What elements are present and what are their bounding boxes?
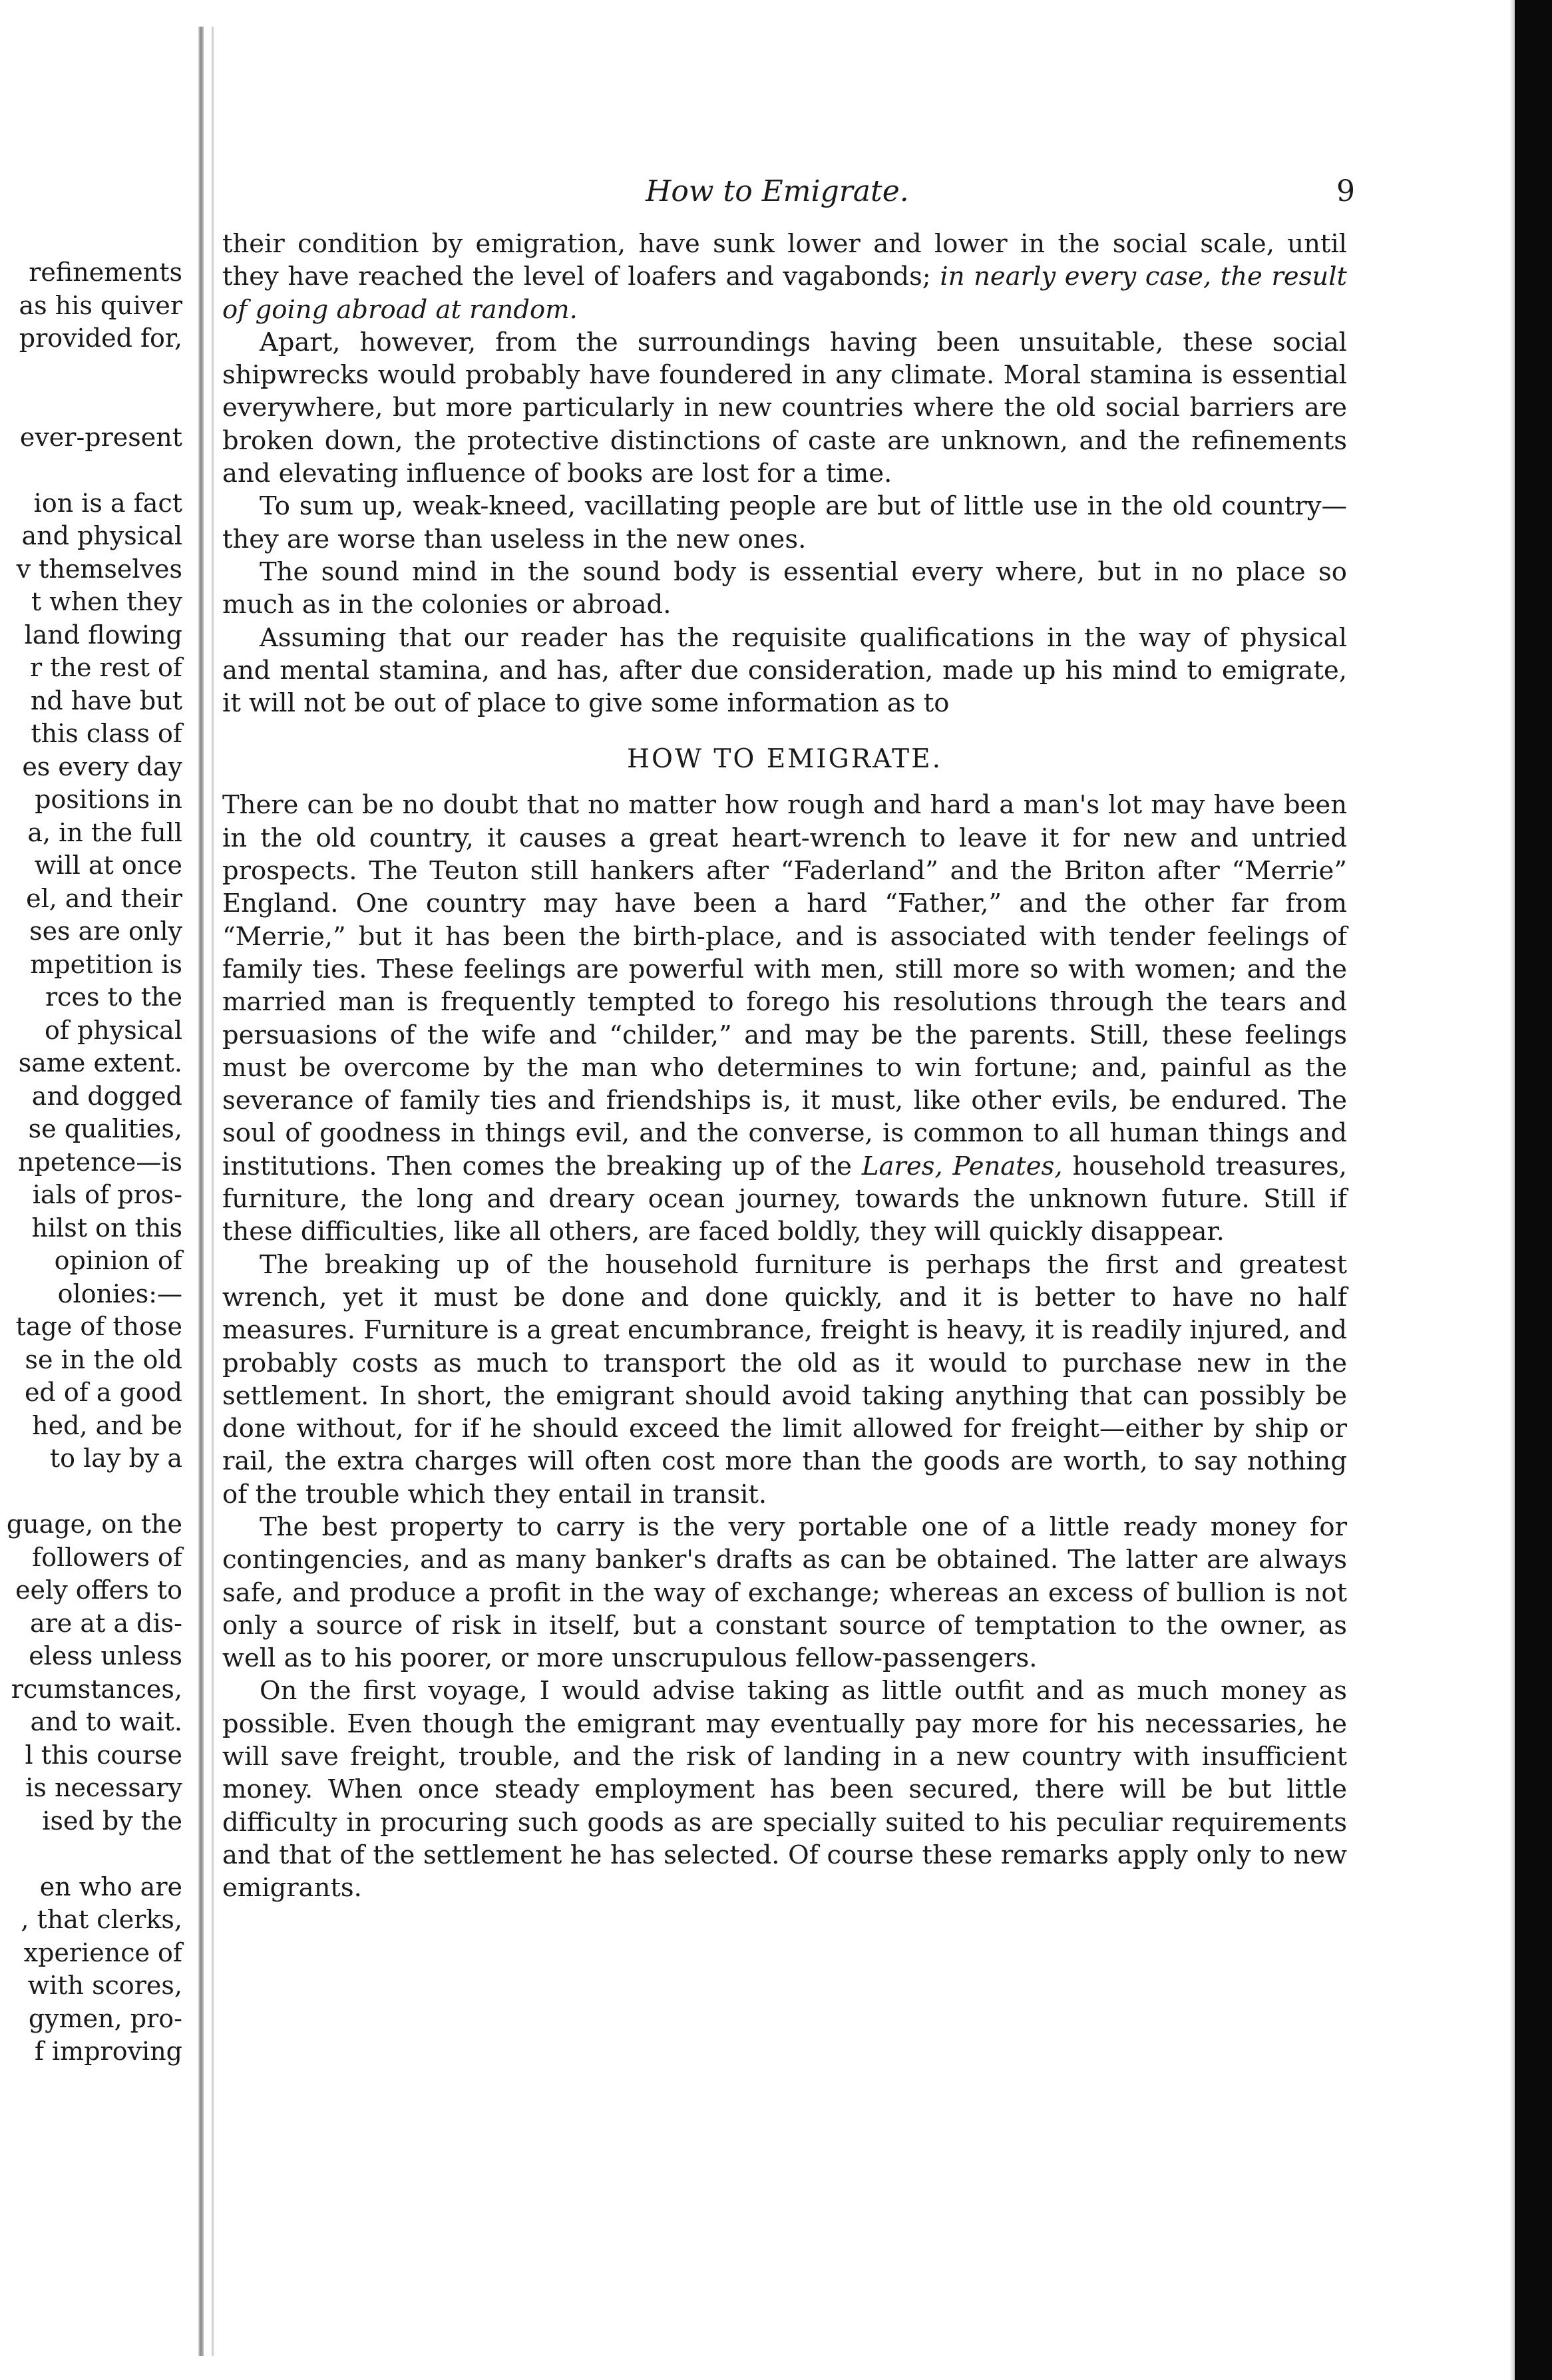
facing-page-line: tage of those xyxy=(15,1312,182,1341)
facing-page-line: ised by the xyxy=(42,1806,182,1836)
paragraph: Apart, however, from the surroundings having been unsuitable, these social shipwrecks would probably have foundered in any climate. Moral stamina is essential everywhere, but more particularly in new countries where the old social barriers are broken down, the protective distinctions of caste are unknown, and the refinements and elevating influence of books are lost for a time. xyxy=(222,327,1347,489)
facing-page-line: ials of pros- xyxy=(32,1180,182,1209)
italic-phrase: Lares, Penates, xyxy=(861,1151,1063,1181)
facing-page-line: ses are only xyxy=(29,916,182,946)
facing-page-line: hilst on this xyxy=(31,1213,182,1243)
facing-page-line: el, and their xyxy=(26,883,182,913)
facing-page-line: rces to the xyxy=(45,982,182,1012)
page-edge-shadow xyxy=(1509,0,1515,2380)
facing-page-line: is necessary xyxy=(25,1773,182,1802)
paragraph xyxy=(222,789,1347,1248)
facing-page-line xyxy=(7,1476,182,1509)
facing-page-line: f improving xyxy=(34,2037,182,2066)
facing-page-line: and to wait. xyxy=(30,1707,182,1736)
facing-page-line: t when they xyxy=(31,587,182,616)
facing-page-line: gymen, pro- xyxy=(28,2003,182,2033)
page-number: 9 xyxy=(1336,174,1355,208)
facing-page-line xyxy=(7,454,182,487)
facing-page-line: ever-present xyxy=(19,422,182,452)
facing-page-line: provided for, xyxy=(19,323,182,353)
paragraph-text: household treasures, furniture, the long and dreary ocean journey, towards the unknown future. Still if these difficulties, like all others, are faced boldly, they will quickly disappear. xyxy=(222,1151,1347,1247)
facing-page-line: opinion of xyxy=(54,1246,182,1275)
facing-page-line: nd have but xyxy=(30,686,182,715)
facing-page-line: xperience of xyxy=(23,1937,182,1967)
running-title: How to Emigrate. xyxy=(646,174,909,208)
facing-page-line: a, in the full xyxy=(27,817,182,847)
scan-border xyxy=(1515,0,1552,2380)
facing-page-line: mpetition is xyxy=(30,949,182,979)
facing-page-line: to lay by a xyxy=(49,1444,182,1473)
body-text xyxy=(222,228,1347,1905)
facing-page-line: v themselves xyxy=(16,554,182,584)
facing-page-line: npetence—is xyxy=(18,1147,182,1177)
paragraph: The breaking up of the household furniture is perhaps the first and greatest wrench, yet it must be done and done quickly, and it is better to have no half measures. Furniture is a great encumbrance, freight is heavy, it is readily injured, and probably costs as much to transport the old as it would to purchase new in the settlement. In short, the emigrant should avoid taking anything that can possibly be done without, for if he should exceed the limit allowed for freight—either by ship or rail, the extra charges will often cost more than the goods are worth, to say nothing of the trouble which they entail in transit. xyxy=(222,1249,1347,1509)
facing-page-line: l this course xyxy=(25,1740,182,1770)
facing-page-line: eless unless xyxy=(29,1641,182,1671)
paragraph: Assuming that our reader has the requisite qualifications in the way of physical and mental stamina, and has, after due consideration, made up his mind to emigrate, it will not be out of place to give some information as to xyxy=(222,622,1347,719)
facing-page-line: land flowing xyxy=(24,620,182,650)
paragraph-text: their condition by emigration, have sunk lower and lower in the social scale, until they have reached the level of loafers and vagabonds; xyxy=(222,229,1347,292)
facing-page-line: refinements xyxy=(29,258,182,287)
facing-page-line xyxy=(7,355,182,389)
facing-page-line: en who are xyxy=(39,1872,182,1901)
facing-page-line: and dogged xyxy=(31,1081,182,1111)
facing-page-line: will at once xyxy=(34,851,182,880)
facing-page-line xyxy=(7,388,182,421)
paragraph-text: There can be no doubt that no matter how rough and hard a man's lot may have been in the old country, it causes a great heart-wrench to leave it for new and untried prospects. The Teuton still hankers after “Faderland” and the Briton after “Merrie” England. One country may have been a hard “Father,” and the other far from “Merrie,” but it has been the birth-place, and is associated with tender feelings of family ties. These feelings are powerful with men, still more so with women; and the married man is frequently tempted to forego his resolutions through the tears and persuasions of the wife and “childer,” and may be the parents. Still, these feelings must be overcome by the man who determines to win fortune; and, painful as the severance of family ties and friendships is, it must, like other evils, be endured. The soul of goodness in things evil, and the converse, is common to all human things and institutions. Then comes the breaking up of the xyxy=(222,790,1347,1181)
facing-page-line: followers of xyxy=(32,1542,182,1572)
facing-page-line: are at a dis- xyxy=(30,1608,182,1638)
gutter-shadow xyxy=(198,27,204,2356)
paragraph: To sum up, weak-kneed, vacillating people are but of little use in the old country—they are worse than useless in the new ones. xyxy=(222,491,1347,554)
facing-page-line: and physical xyxy=(21,521,182,550)
facing-page-line: se qualities, xyxy=(28,1114,182,1143)
facing-page-line: , that clerks, xyxy=(21,1905,182,1934)
facing-page-line: se in the old xyxy=(25,1344,182,1374)
facing-page-line: eely offers to xyxy=(15,1575,182,1605)
facing-page-line: with scores, xyxy=(27,1971,182,2000)
paragraph: The sound mind in the sound body is essential every where, but in no place so much as in the colonies or abroad. xyxy=(222,556,1347,620)
facing-page-line: ion is a fact xyxy=(33,488,182,518)
facing-page-line: rcumstances, xyxy=(11,1674,182,1704)
running-head xyxy=(222,174,1355,228)
facing-page-line: positions in xyxy=(35,785,182,814)
facing-page-text xyxy=(7,256,182,2069)
gutter-rule xyxy=(212,27,214,2356)
facing-page-line: olonies:— xyxy=(57,1279,182,1308)
facing-page-line xyxy=(7,1838,182,1871)
facing-page-line: of physical xyxy=(44,1015,182,1045)
italic-phrase: in nearly every case, the result of going abroad at random. xyxy=(222,262,1347,325)
facing-page-line: es every day xyxy=(22,751,182,781)
facing-page-fragment xyxy=(0,0,200,2380)
facing-page-line: same extent. xyxy=(18,1048,182,1078)
facing-page-line: ed of a good xyxy=(24,1378,182,1407)
facing-page-line: guage, on the xyxy=(6,1509,182,1539)
section-heading: HOW TO EMIGRATE. xyxy=(626,744,943,775)
paragraph: On the first voyage, I would advise taking as little outfit and as much money as possible. Even though the emigrant may eventually pay more for his necessaries, he will save freight, trouble, and the risk of landing in a new country with insufficient money. When once steady employment has been secured, there will be but little difficulty in procuring such goods as are specially suited to his peculiar requirements and that of the settlement he has selected. Of course these remarks apply only to new emigrants. xyxy=(222,1676,1347,1903)
book-page xyxy=(222,174,1355,1905)
facing-page-line: r the rest of xyxy=(29,653,182,682)
facing-page-line: this class of xyxy=(31,719,182,748)
facing-page-line: as his quiver xyxy=(19,290,182,320)
paragraph: The best property to carry is the very portable one of a little ready money for contingencies, and as many banker's drafts as can be obtained. The latter are always safe, and produce a profit in the way of exchange; whereas an excess of bullion is not only a source of risk in itself, but a constant source of temptation to the owner, as well as to his poorer, or more unscrupulous fellow-passengers. xyxy=(222,1511,1347,1674)
facing-page-line: hed, and be xyxy=(32,1410,182,1440)
paragraph xyxy=(222,228,1347,326)
